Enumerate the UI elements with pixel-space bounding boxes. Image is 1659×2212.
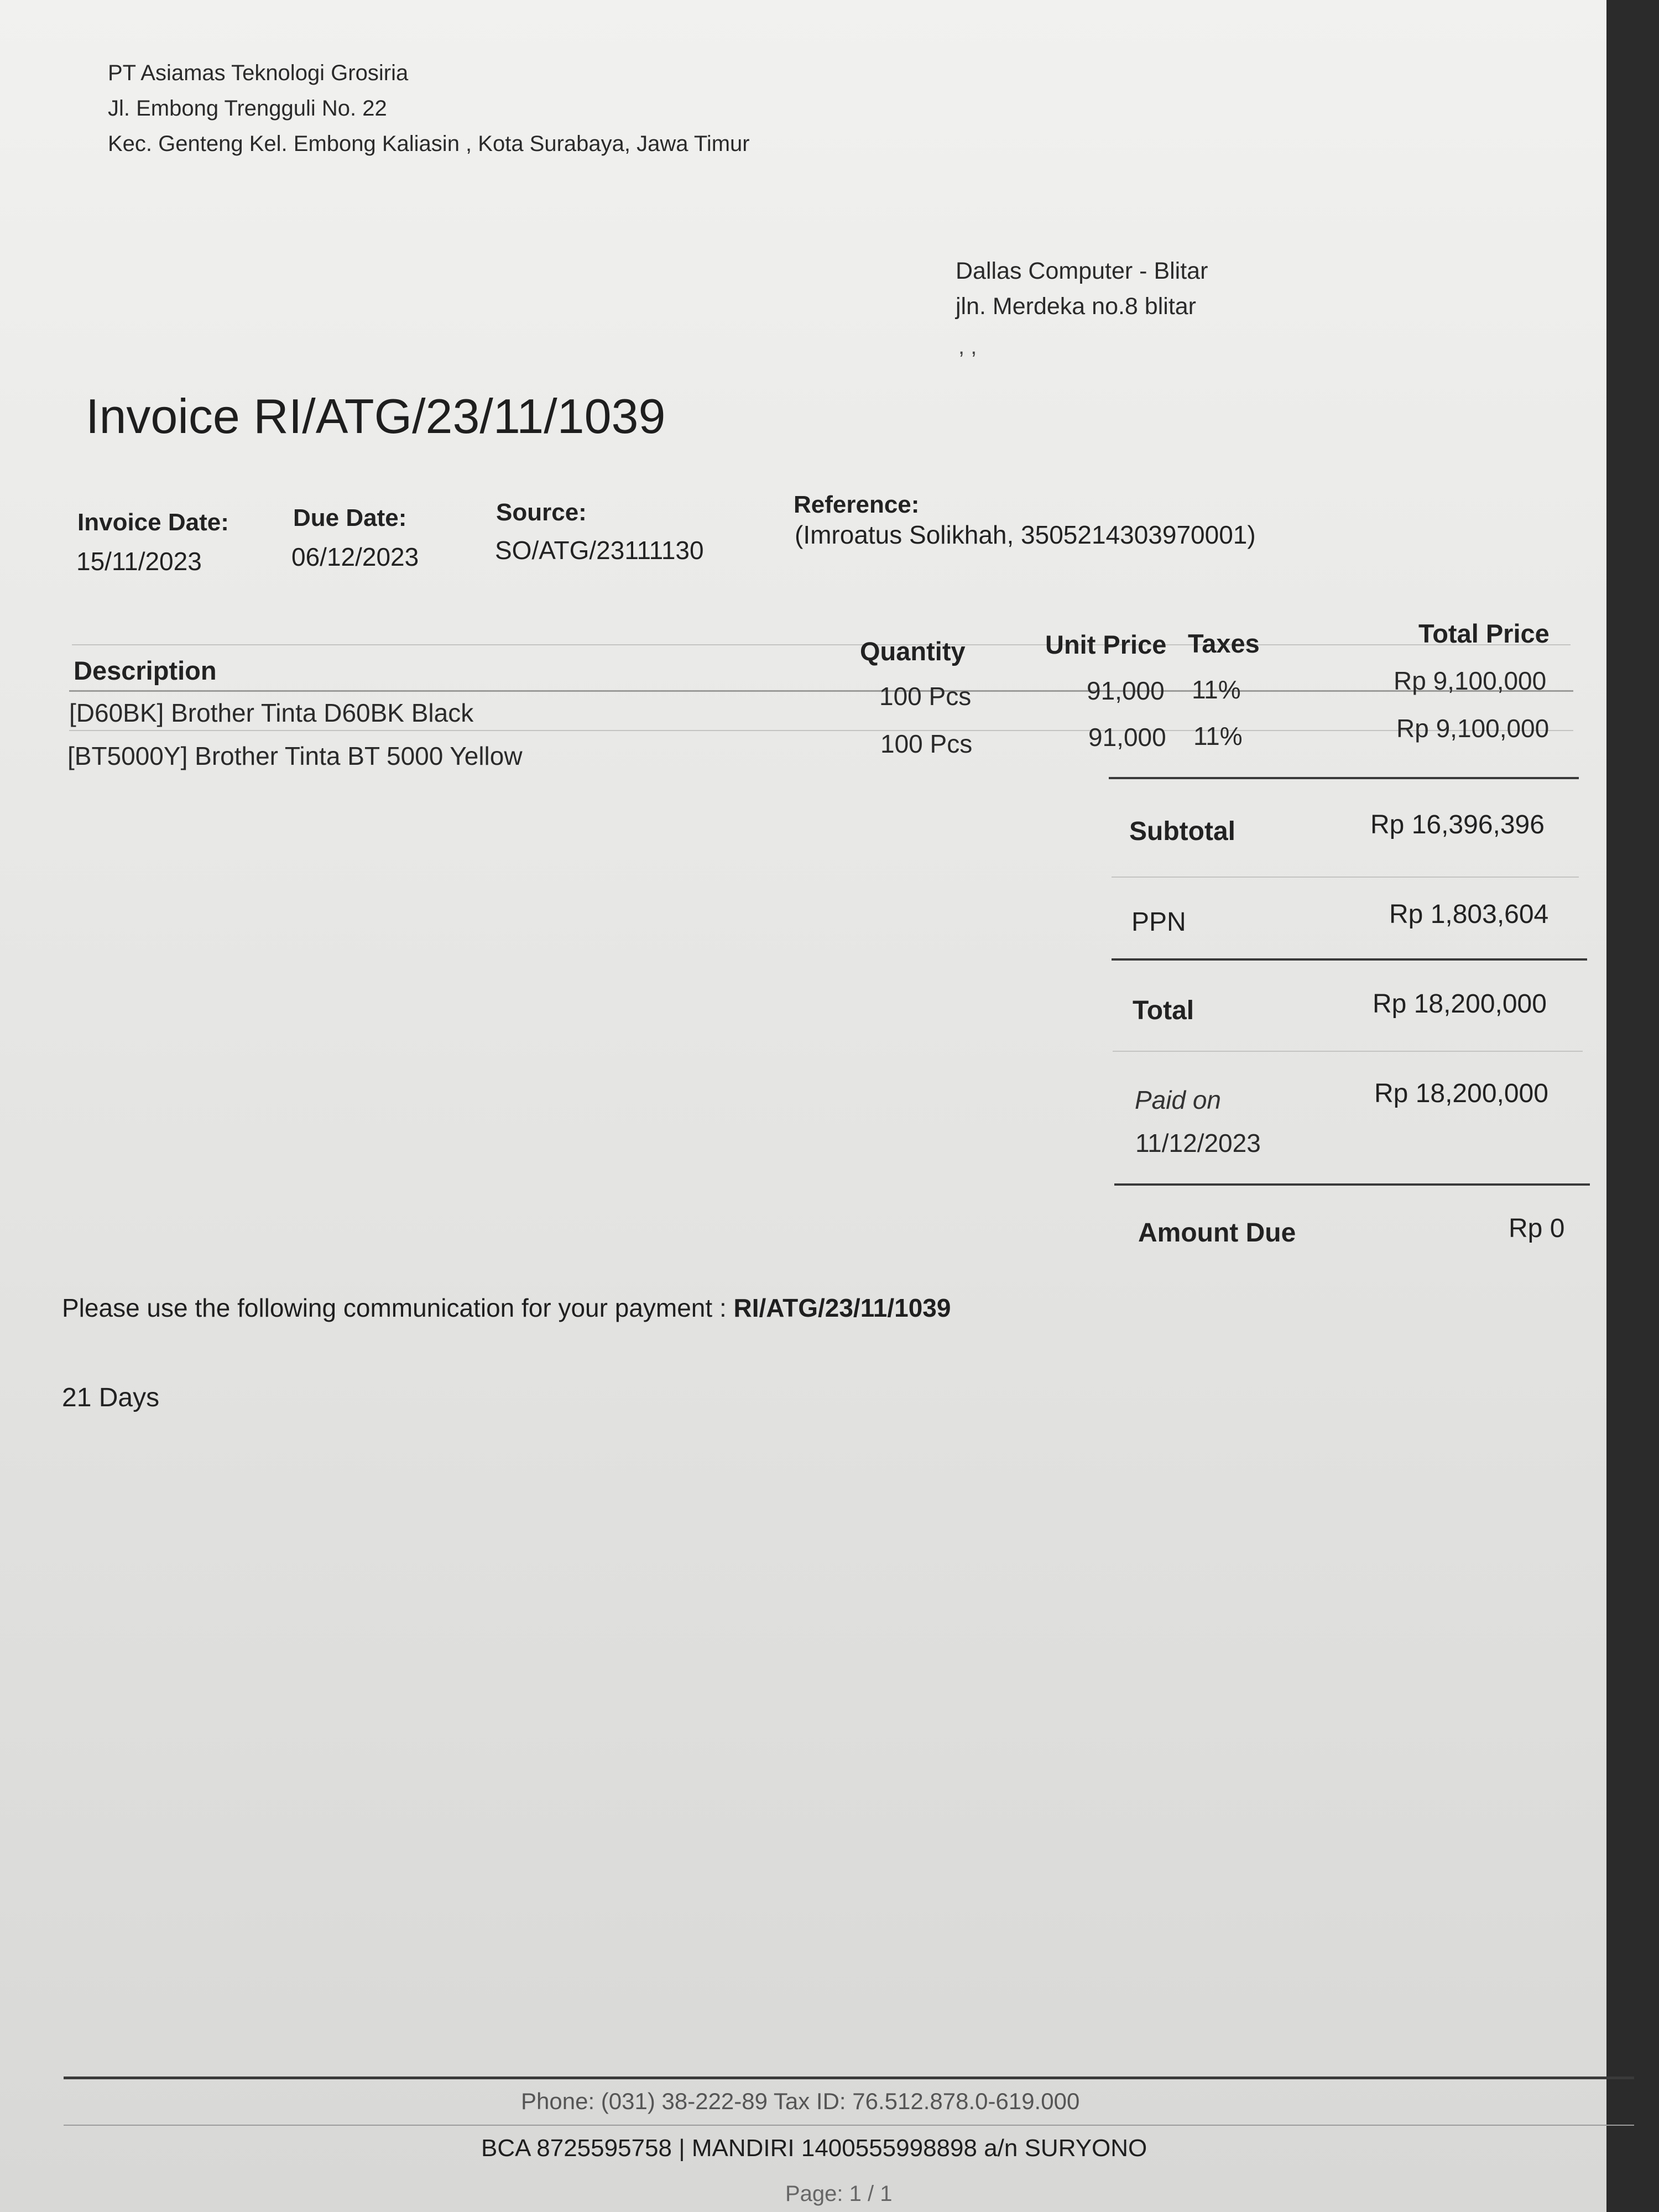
company-name: PT Asiamas Teknologi Grosiria — [108, 61, 409, 85]
row1-description: [D60BK] Brother Tinta D60BK Black — [69, 698, 474, 727]
row2-quantity: 100 Pcs — [880, 729, 973, 758]
footer-contact: Phone: (031) 38-222-89 Tax ID: 76.512.878.0-619.000 — [521, 2088, 1080, 2114]
ppn-value: Rp 1,803,604 — [1389, 900, 1549, 929]
row2-total-price: Rp 9,100,000 — [1396, 714, 1550, 743]
header-total-price: Total Price — [1418, 619, 1550, 648]
total-label: Total — [1133, 996, 1194, 1025]
customer-name: Dallas Computer - Blitar — [956, 258, 1208, 284]
summary-top-rule — [1109, 777, 1579, 779]
payment-communication-text: Please use the following communication for your payment : — [62, 1293, 727, 1322]
reference-value: (Imroatus Solikhah, 3505214303970001) — [795, 520, 1256, 549]
row1-unit-price: 91,000 — [1087, 676, 1165, 705]
row2-description: [BT5000Y] Brother Tinta BT 5000 Yellow — [67, 742, 523, 770]
ppn-label: PPN — [1131, 907, 1186, 937]
header-unit-price: Unit Price — [1045, 630, 1167, 659]
subtotal-value: Rp 16,396,396 — [1370, 810, 1545, 839]
total-rule — [1113, 1051, 1583, 1052]
company-address-line1: Jl. Embong Trengguli No. 22 — [108, 96, 387, 121]
paid-date: 11/12/2023 — [1135, 1129, 1261, 1157]
row1-taxes: 11% — [1192, 675, 1241, 704]
payment-terms: 21 Days — [62, 1383, 160, 1412]
company-address-block — [108, 55, 799, 161]
due-date-label: Due Date: — [293, 504, 407, 531]
table-header-rule — [69, 690, 1573, 692]
subtotal-rule — [1112, 877, 1579, 878]
header-quantity: Quantity — [860, 637, 966, 666]
customer-extra: , , — [958, 335, 977, 359]
payment-communication-ref: RI/ATG/23/11/1039 — [733, 1293, 951, 1322]
header-description: Description — [74, 656, 217, 685]
footer-rule — [64, 2077, 1634, 2079]
total-top-rule — [1112, 958, 1587, 961]
source-label: Source: — [496, 499, 587, 526]
subtotal-label: Subtotal — [1129, 817, 1235, 846]
customer-address: jln. Merdeka no.8 blitar — [956, 293, 1196, 320]
source-value: SO/ATG/23111130 — [495, 536, 704, 565]
due-date-value: 06/12/2023 — [291, 542, 419, 571]
customer-address-block — [956, 253, 1453, 324]
invoice-title: Invoice RI/ATG/23/11/1039 — [86, 389, 666, 444]
row2-taxes: 11% — [1193, 722, 1243, 750]
invoice-date-label: Invoice Date: — [77, 509, 229, 536]
company-address-line2: Kec. Genteng Kel. Embong Kaliasin , Kota Surabaya, Jawa Timur — [108, 132, 750, 156]
amount-due-rule — [1114, 1183, 1590, 1186]
amount-due-value: Rp 0 — [1509, 1214, 1565, 1243]
row1-total-price: Rp 9,100,000 — [1394, 666, 1547, 695]
invoice-date-value: 15/11/2023 — [76, 547, 202, 576]
row-separator — [69, 730, 1573, 731]
row1-quantity: 100 Pcs — [879, 682, 972, 711]
row2-unit-price: 91,000 — [1088, 723, 1166, 752]
footer-rule-thin — [64, 2125, 1634, 2126]
total-value: Rp 18,200,000 — [1373, 989, 1547, 1019]
page-number: Page: 1 / 1 — [785, 2182, 893, 2206]
paid-on-label: Paid on — [1135, 1086, 1222, 1114]
table-top-rule — [72, 644, 1571, 645]
amount-due-label: Amount Due — [1138, 1218, 1296, 1248]
payment-communication — [62, 1293, 951, 1323]
footer-bank-accounts: BCA 8725595758 | MANDIRI 1400555998898 a/n SURYONO — [481, 2135, 1147, 2162]
paid-amount: Rp 18,200,000 — [1374, 1079, 1548, 1108]
reference-label: Reference: — [794, 491, 920, 518]
header-taxes: Taxes — [1188, 629, 1260, 658]
